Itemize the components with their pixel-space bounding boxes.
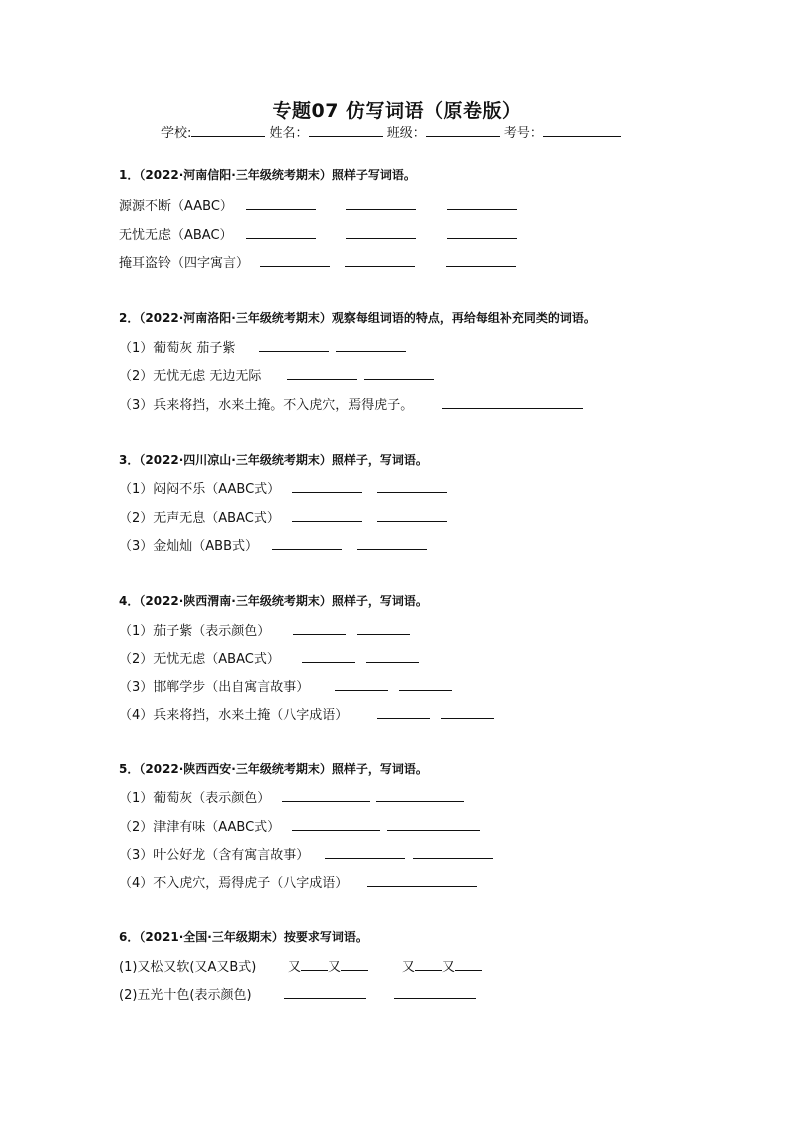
answer-blank[interactable] — [367, 872, 477, 887]
question-2-line-3 — [119, 394, 413, 413]
you-char: 又 — [442, 960, 456, 975]
answer-blank[interactable] — [335, 676, 388, 691]
question-1-heading: 1．（2022·河南信阳·三年级统考期末）照样子写词语。 — [119, 168, 416, 182]
student-info-row — [161, 122, 621, 141]
question-6-line-1 — [119, 956, 456, 975]
prompt-text: （2）无忧无虑 无边无际 — [119, 369, 262, 384]
prompt-text: （4）不入虎穴，焉得虎子（八字成语） — [119, 876, 349, 891]
prompt-text: 掩耳盗铃（四字寓言） — [119, 256, 250, 271]
prompt-text: （3）金灿灿（ABB式） — [119, 539, 259, 554]
answer-blank[interactable] — [272, 535, 342, 550]
class-label: 班级： — [386, 126, 426, 141]
question-6-line-2 — [119, 984, 252, 1003]
question-2-heading: 2．（2022·河南洛阳·三年级统考期末）观察每组词语的特点，再给每组补充同类的词语。 — [119, 311, 596, 325]
answer-blank[interactable] — [366, 648, 419, 663]
page-title: 专题07 仿写词语（原卷版） — [272, 100, 522, 122]
answer-blank[interactable] — [302, 648, 355, 663]
answer-blank[interactable] — [246, 224, 316, 239]
answer-blank[interactable] — [292, 478, 362, 493]
answer-blank[interactable] — [357, 620, 410, 635]
answer-blank[interactable] — [287, 365, 357, 380]
prompt-text: （1）闷闷不乐（AABC式） — [119, 482, 281, 497]
answer-blank[interactable] — [376, 787, 464, 802]
answer-blank[interactable] — [455, 956, 482, 971]
answer-blank[interactable] — [325, 844, 405, 859]
you-char: 又 — [402, 960, 416, 975]
question-3-line-2 — [119, 507, 280, 526]
answer-blank[interactable] — [377, 478, 447, 493]
answer-blank[interactable] — [447, 195, 517, 210]
question-3-heading: 3．（2022·四川凉山·三年级统考期末）照样子，写词语。 — [119, 453, 428, 467]
prompt-text: （2）无忧无虑（ABAC式） — [119, 652, 280, 667]
answer-blank[interactable] — [345, 252, 415, 267]
prompt-text: （3）邯郸学步（出自寓言故事） — [119, 680, 310, 695]
prompt-text: 无忧无虑（ABAC） — [119, 228, 233, 243]
answer-blank[interactable] — [293, 620, 346, 635]
fill-group-1 — [288, 956, 368, 975]
prompt-text: （2）津津有味（AABC式） — [119, 820, 281, 835]
question-4-line-2 — [119, 648, 280, 667]
exam-no-label: 考号： — [503, 126, 543, 141]
answer-blank[interactable] — [399, 676, 452, 691]
answer-blank[interactable] — [377, 507, 447, 522]
name-field[interactable] — [309, 122, 383, 137]
answer-blank[interactable] — [447, 224, 517, 239]
answer-blank[interactable] — [413, 844, 493, 859]
school-field[interactable] — [191, 122, 265, 137]
answer-blank[interactable] — [357, 535, 427, 550]
answer-blank[interactable] — [260, 252, 330, 267]
name-label: 姓名： — [269, 126, 309, 141]
question-5-line-3 — [119, 844, 309, 863]
answer-blank[interactable] — [301, 956, 328, 971]
answer-blank[interactable] — [446, 252, 516, 267]
answer-blank[interactable] — [346, 224, 416, 239]
answer-blank[interactable] — [336, 337, 406, 352]
answer-blank[interactable] — [246, 195, 316, 210]
answer-blank[interactable] — [292, 816, 380, 831]
answer-blank[interactable] — [341, 956, 368, 971]
question-4-line-3 — [119, 676, 309, 695]
prompt-text: （4）兵来将挡，水来土掩（八字成语） — [119, 708, 349, 723]
you-char: 又 — [288, 960, 302, 975]
question-4-line-4 — [119, 704, 348, 723]
answer-blank[interactable] — [415, 956, 442, 971]
question-2-line-2 — [119, 365, 261, 384]
question-5-heading: 5．（2022·陕西西安·三年级统考期末）照样子，写词语。 — [119, 762, 428, 776]
question-1-line-1 — [119, 195, 233, 214]
question-1-line-3 — [119, 252, 249, 271]
question-2-line-1 — [119, 337, 235, 356]
answer-blank[interactable] — [292, 507, 362, 522]
prompt-text: (1)又松又软(又A又B式) — [119, 960, 257, 975]
you-char: 又 — [328, 960, 342, 975]
school-label: 学校: — [161, 126, 192, 141]
answer-blank[interactable] — [387, 816, 480, 831]
question-3-line-3 — [119, 535, 258, 554]
exam-no-field[interactable] — [543, 122, 621, 137]
prompt-text: （1）茄子紫（表示颜色） — [119, 624, 271, 639]
question-4-heading: 4．（2022·陕西渭南·三年级统考期末）照样子，写词语。 — [119, 594, 428, 608]
prompt-text: 源源不断（AABC） — [119, 199, 233, 214]
answer-blank[interactable] — [442, 394, 583, 409]
prompt-text: （1）葡萄灰 茄子紫 — [119, 341, 236, 356]
question-1-line-2 — [119, 224, 233, 243]
class-field[interactable] — [426, 122, 500, 137]
prompt-text: （3）兵来将挡，水来土掩。不入虎穴，焉得虎子。 — [119, 398, 414, 413]
prompt-text: (2)五光十色(表示颜色) — [119, 988, 252, 1003]
prompt-text: （3）叶公好龙（含有寓言故事） — [119, 848, 310, 863]
prompt-text: （1）葡萄灰（表示颜色） — [119, 791, 271, 806]
question-4-line-1 — [119, 620, 270, 639]
answer-blank[interactable] — [346, 195, 416, 210]
question-5-line-1 — [119, 787, 270, 806]
question-5-line-2 — [119, 816, 280, 835]
answer-blank[interactable] — [282, 787, 370, 802]
fill-group-2 — [402, 956, 482, 975]
prompt-text: （2）无声无息（ABAC式） — [119, 511, 280, 526]
answer-blank[interactable] — [284, 984, 366, 999]
answer-blank[interactable] — [441, 704, 494, 719]
question-3-line-1 — [119, 478, 280, 497]
answer-blank[interactable] — [364, 365, 434, 380]
question-5-line-4 — [119, 872, 348, 891]
question-6-heading: 6．（2021·全国·三年级期末）按要求写词语。 — [119, 930, 368, 944]
answer-blank[interactable] — [377, 704, 430, 719]
answer-blank[interactable] — [259, 337, 329, 352]
answer-blank[interactable] — [394, 984, 476, 999]
